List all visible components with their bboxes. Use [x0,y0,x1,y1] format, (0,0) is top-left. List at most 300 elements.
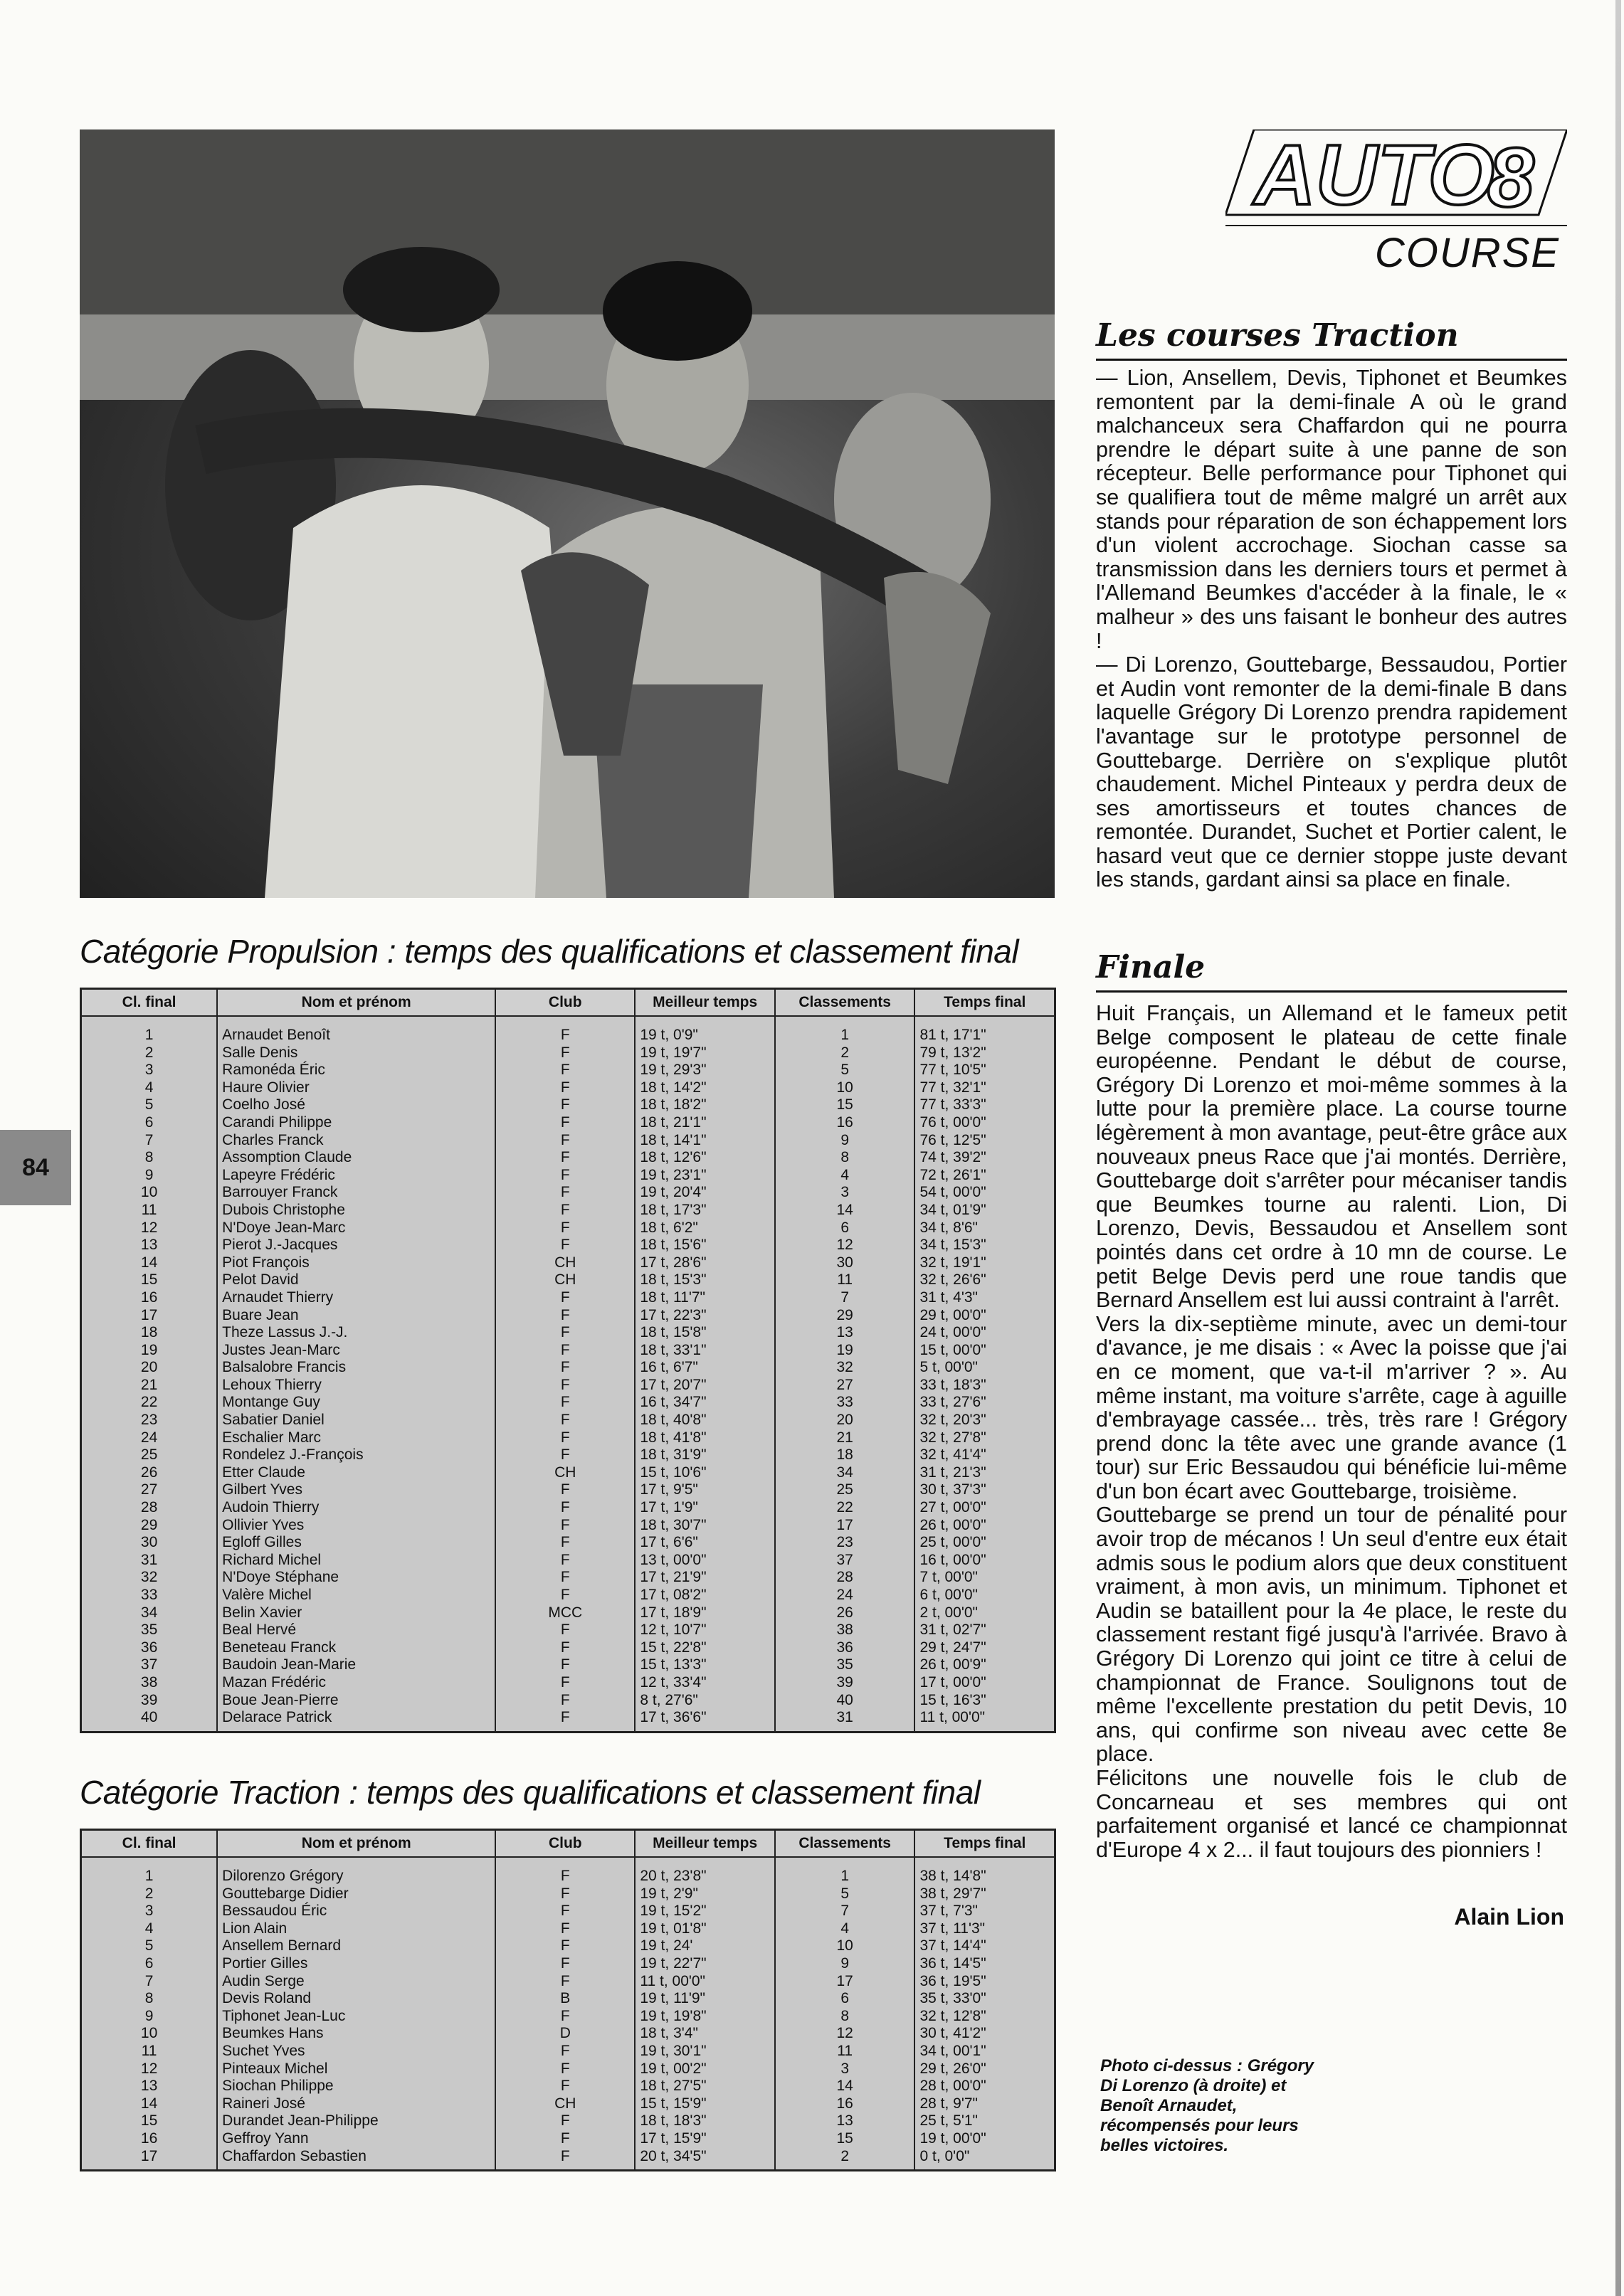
name-cell: Salle Denis [217,1044,495,1062]
best-time-cell: 17 t, 21'9" [635,1569,774,1587]
club-cell: F [495,1674,635,1692]
ranking-cell: 5 [775,1885,915,1903]
table-row [81,1184,1055,1202]
name-cell: Pinteaux Michel [217,2060,495,2078]
ranking-cell: 7 [775,1289,915,1307]
best-time-cell: 17 t, 15'9" [635,2130,774,2148]
table-row [81,1220,1055,1237]
name-cell: Suchet Yves [217,2043,495,2060]
final-time-cell: 35 t, 33'0" [914,1990,1055,2008]
best-time-cell: 18 t, 27'5" [635,2078,774,2095]
ranking-cell: 39 [775,1674,915,1692]
col-header-club: Club [495,1830,635,1858]
best-time-cell: 11 t, 00'0" [635,1973,774,1991]
rank-cell: 23 [81,1412,218,1429]
rank-cell: 30 [81,1534,218,1552]
name-cell: Gouttebarge Didier [217,1885,495,1903]
club-cell: MCC [495,1604,635,1622]
best-time-cell: 18 t, 17'3" [635,1202,774,1220]
final-time-cell: 19 t, 00'0" [914,2130,1055,2148]
rank-cell: 27 [81,1481,218,1499]
paragraph: Gouttebarge se prend un tour de pénalité pour avoir trop de mécanos ! Un seul d'entre eux était admis sous le podium alors que deux constituent vraiment, à mon avis, un minimum. Tiphonet et Audin se bataillent pour la 4e place, le reste du classement restant figé jusqu'à l'arrivée. Bravo à Grégory Di Lorenzo qui joint ce titre à celui de championnat de France. Soulignons tout de même l'excellente prestation du petit Devis, 10 ans, qui confirme son niveau avec cette 8e place. [1096,1503,1567,1767]
best-time-cell: 18 t, 18'3" [635,2112,774,2130]
name-cell: Portier Gilles [217,1955,495,1973]
ranking-cell: 15 [775,1096,915,1114]
name-cell: Sabatier Daniel [217,1412,495,1429]
final-time-cell: 32 t, 27'8" [914,1429,1055,1447]
ranking-cell: 28 [775,1569,915,1587]
club-cell: F [495,1937,635,1955]
table-row [81,1973,1055,1991]
final-time-cell: 31 t, 21'3" [914,1464,1055,1482]
club-cell: F [495,1377,635,1395]
club-cell: F [495,1973,635,1991]
ranking-cell: 4 [775,1167,915,1185]
final-time-cell: 32 t, 41'4" [914,1446,1055,1464]
table-row [81,1622,1055,1639]
col-header-name: Nom et prénom [217,989,495,1017]
spacer-cell [635,1857,774,1868]
table-row [81,1359,1055,1377]
ranking-cell: 15 [775,2130,915,2148]
ranking-cell: 14 [775,2078,915,2095]
final-time-cell: 0 t, 0'0" [914,2148,1055,2171]
name-cell: Theze Lassus J.-J. [217,1324,495,1342]
photo-caption: Photo ci-dessus : Grégory Di Lorenzo (à droite) et Benoît Arnaudet, récompensés pour leurs belles victoires. [1100,2056,1314,2155]
best-time-cell: 12 t, 33'4" [635,1674,774,1692]
table-row [81,1079,1055,1097]
final-time-cell: 72 t, 26'1" [914,1167,1055,1185]
table-row [81,2043,1055,2060]
ranking-cell: 10 [775,1079,915,1097]
table-row [81,1639,1055,1657]
table-row [81,1446,1055,1464]
name-cell: Lion Alain [217,1920,495,1938]
rank-cell: 21 [81,1377,218,1395]
ranking-cell: 21 [775,1429,915,1447]
table-row [81,1868,1055,1885]
rank-cell: 10 [81,1184,218,1202]
final-time-cell: 77 t, 10'5" [914,1062,1055,1079]
rank-cell: 17 [81,1307,218,1325]
table-row [81,2078,1055,2095]
best-time-cell: 12 t, 10'7" [635,1622,774,1639]
table-row [81,1517,1055,1535]
club-cell: F [495,1237,635,1254]
final-time-cell: 11 t, 00'0" [914,1709,1055,1732]
final-time-cell: 27 t, 00'0" [914,1499,1055,1517]
ranking-cell: 17 [775,1517,915,1535]
final-time-cell: 32 t, 26'6" [914,1271,1055,1289]
name-cell: Assomption Claude [217,1149,495,1167]
table-row [81,1990,1055,2008]
best-time-cell: 17 t, 1'9" [635,1499,774,1517]
final-time-cell: 5 t, 00'0" [914,1359,1055,1377]
ranking-cell: 2 [775,2148,915,2171]
club-cell: F [495,1517,635,1535]
table-row [81,1377,1055,1395]
spacer-cell [775,1016,915,1027]
final-time-cell: 74 t, 39'2" [914,1149,1055,1167]
club-cell: F [495,1220,635,1237]
ranking-cell: 3 [775,1184,915,1202]
club-cell: F [495,1062,635,1079]
rank-cell: 9 [81,2008,218,2026]
rank-cell: 1 [81,1027,218,1044]
name-cell: Balsalobre Francis [217,1359,495,1377]
club-cell: F [495,2130,635,2148]
name-cell: Mazan Frédéric [217,1674,495,1692]
rank-cell: 34 [81,1604,218,1622]
ranking-cell: 13 [775,1324,915,1342]
name-cell: Justes Jean-Marc [217,1342,495,1360]
rank-cell: 3 [81,1062,218,1079]
name-cell: Haure Olivier [217,1079,495,1097]
best-time-cell: 18 t, 41'8" [635,1429,774,1447]
club-cell: F [495,1394,635,1412]
name-cell: N'Doye Jean-Marc [217,1220,495,1237]
best-time-cell: 17 t, 28'6" [635,1254,774,1272]
club-cell: B [495,1990,635,2008]
rank-cell: 8 [81,1149,218,1167]
final-time-cell: 81 t, 17'1" [914,1027,1055,1044]
ranking-cell: 29 [775,1307,915,1325]
name-cell: Arnaudet Thierry [217,1289,495,1307]
table-row [81,1429,1055,1447]
name-cell: Siochan Philippe [217,2078,495,2095]
name-cell: Audin Serge [217,1973,495,1991]
name-cell: Lapeyre Frédéric [217,1167,495,1185]
table-row [81,1027,1055,1044]
club-cell: F [495,1359,635,1377]
table-row [81,1394,1055,1412]
rank-cell: 7 [81,1132,218,1150]
spacer-cell [495,1857,635,1868]
best-time-cell: 19 t, 20'4" [635,1184,774,1202]
final-time-cell: 28 t, 00'0" [914,2078,1055,2095]
table-spacer-row [81,1016,1055,1027]
name-cell: Geffroy Yann [217,2130,495,2148]
col-header-rank: Cl. final [81,1830,218,1858]
col-header-ranking: Classements [775,1830,915,1858]
best-time-cell: 19 t, 19'8" [635,2008,774,2026]
best-time-cell: 19 t, 29'3" [635,1062,774,1079]
name-cell: N'Doye Stéphane [217,1569,495,1587]
name-cell: Pierot J.-Jacques [217,1237,495,1254]
rank-cell: 17 [81,2148,218,2171]
best-time-cell: 18 t, 12'6" [635,1149,774,1167]
final-time-cell: 29 t, 26'0" [914,2060,1055,2078]
rank-cell: 37 [81,1656,218,1674]
table-row [81,1044,1055,1062]
table-row [81,1289,1055,1307]
spacer-cell [495,1016,635,1027]
rank-cell: 22 [81,1394,218,1412]
name-cell: Eschalier Marc [217,1429,495,1447]
rank-cell: 5 [81,1937,218,1955]
final-time-cell: 37 t, 11'3" [914,1920,1055,1938]
page-number: 84 [0,1130,71,1205]
table-row [81,1692,1055,1710]
table-row [81,1885,1055,1903]
name-cell: Egloff Gilles [217,1534,495,1552]
rank-cell: 31 [81,1552,218,1570]
final-time-cell: 16 t, 00'0" [914,1552,1055,1570]
final-time-cell: 37 t, 7'3" [914,1903,1055,1920]
club-cell: F [495,1955,635,1973]
rank-cell: 36 [81,1639,218,1657]
best-time-cell: 18 t, 6'2" [635,1220,774,1237]
name-cell: Valère Michel [217,1587,495,1604]
name-cell: Lehoux Thierry [217,1377,495,1395]
ranking-cell: 6 [775,1220,915,1237]
ranking-cell: 36 [775,1639,915,1657]
final-time-cell: 34 t, 00'1" [914,2043,1055,2060]
club-cell: F [495,1149,635,1167]
ranking-cell: 38 [775,1622,915,1639]
paragraph: Félicitons une nouvelle fois le club de Concarneau et ses membres qui ont parfaitement organisé et lancé ce championnat d'Europe 4 x 2... il faut toujours des pionniers ! [1096,1766,1567,1862]
svg-text:AUTO: AUTO [1254,129,1494,223]
table-row [81,1903,1055,1920]
ranking-cell: 33 [775,1394,915,1412]
best-time-cell: 19 t, 30'1" [635,2043,774,2060]
best-time-cell: 18 t, 18'2" [635,1096,774,1114]
name-cell: Audoin Thierry [217,1499,495,1517]
table-row [81,1656,1055,1674]
best-time-cell: 16 t, 34'7" [635,1394,774,1412]
col-header-ranking: Classements [775,989,915,1017]
best-time-cell: 8 t, 27'6" [635,1692,774,1710]
table-row [81,1499,1055,1517]
table-row [81,1342,1055,1360]
best-time-cell: 17 t, 22'3" [635,1307,774,1325]
rank-cell: 11 [81,2043,218,2060]
rank-cell: 6 [81,1955,218,1973]
club-cell: CH [495,1254,635,1272]
ranking-cell: 7 [775,1903,915,1920]
final-time-cell: 79 t, 13'2" [914,1044,1055,1062]
club-cell: F [495,1920,635,1938]
table-row [81,2112,1055,2130]
rank-cell: 39 [81,1692,218,1710]
best-time-cell: 18 t, 40'8" [635,1412,774,1429]
table-row [81,2008,1055,2026]
table-row [81,1587,1055,1604]
rank-cell: 32 [81,1569,218,1587]
ranking-cell: 24 [775,1587,915,1604]
ranking-cell: 4 [775,1920,915,1938]
rank-cell: 29 [81,1517,218,1535]
final-time-cell: 38 t, 29'7" [914,1885,1055,1903]
page-edge [1615,0,1621,2296]
final-time-cell: 31 t, 02'7" [914,1622,1055,1639]
club-cell: F [495,1412,635,1429]
ranking-cell: 27 [775,1377,915,1395]
club-cell: F [495,1692,635,1710]
final-time-cell: 33 t, 27'6" [914,1394,1055,1412]
col-header-name: Nom et prénom [217,1830,495,1858]
name-cell: Piot François [217,1254,495,1272]
spacer-cell [775,1857,915,1868]
best-time-cell: 17 t, 18'9" [635,1604,774,1622]
table-row [81,1709,1055,1732]
table-row [81,1149,1055,1167]
col-header-best-time: Meilleur temps [635,989,774,1017]
best-time-cell: 17 t, 6'6" [635,1534,774,1552]
traction-table-title: Catégorie Traction : temps des qualifications et classement final [80,1774,981,1811]
spacer-cell [217,1857,495,1868]
table-row [81,2025,1055,2043]
final-time-cell: 36 t, 14'5" [914,1955,1055,1973]
final-time-cell: 28 t, 9'7" [914,2095,1055,2113]
finale-article-text [1096,1002,1567,1862]
ranking-cell: 2 [775,1044,915,1062]
table-row [81,1202,1055,1220]
name-cell: Dilorenzo Grégory [217,1868,495,1885]
club-cell: F [495,2148,635,2171]
ranking-cell: 12 [775,2025,915,2043]
final-time-cell: 26 t, 00'0" [914,1517,1055,1535]
rank-cell: 4 [81,1079,218,1097]
club-cell: F [495,1534,635,1552]
ranking-cell: 13 [775,2112,915,2130]
name-cell: Ramonéda Éric [217,1062,495,1079]
best-time-cell: 16 t, 6'7" [635,1359,774,1377]
name-cell: Raineri José [217,2095,495,2113]
club-cell: F [495,1132,635,1150]
club-cell: CH [495,1464,635,1482]
ranking-cell: 9 [775,1955,915,1973]
best-time-cell: 18 t, 21'1" [635,1114,774,1132]
table-row [81,1412,1055,1429]
final-time-cell: 24 t, 00'0" [914,1324,1055,1342]
club-cell: F [495,2112,635,2130]
club-cell: F [495,2060,635,2078]
spacer-cell [81,1016,218,1027]
ranking-cell: 26 [775,1604,915,1622]
ranking-cell: 17 [775,1973,915,1991]
ranking-cell: 19 [775,1342,915,1360]
best-time-cell: 18 t, 15'6" [635,1237,774,1254]
rank-cell: 12 [81,1220,218,1237]
best-time-cell: 15 t, 13'3" [635,1656,774,1674]
best-time-cell: 19 t, 15'2" [635,1903,774,1920]
best-time-cell: 19 t, 2'9" [635,1885,774,1903]
best-time-cell: 18 t, 15'3" [635,1271,774,1289]
best-time-cell: 18 t, 14'1" [635,1132,774,1150]
final-time-cell: 77 t, 33'3" [914,1096,1055,1114]
course-label: COURSE [1374,230,1560,276]
final-time-cell: 15 t, 00'0" [914,1342,1055,1360]
ranking-cell: 25 [775,1481,915,1499]
ranking-cell: 30 [775,1254,915,1272]
paragraph: Huit Français, un Allemand et le fameux petit Belge composent le plateau de cette finale européenne. Pendant le début de course, Grégory Di Lorenzo et moi-même sommes à la lutte pour la première place. La course tourne légèrement à mon avantage, peut-être grâce aux nouveaux pneus Race que j'ai montés. Derrière, Gouttebarge doit s'arrêter pour mécaniser tandis que Beumkes tourne au ralenti. Lion, Di Lorenzo, Devis, Bessaudou et Ansellem sont pointés dans cet ordre à 10 mn de course. Le petit Belge Devis perd une roue tandis que Bernard Ansellem est lui aussi contraint à l'arrêt. [1096,1001,1567,1313]
club-cell: F [495,1289,635,1307]
club-cell: F [495,1656,635,1674]
rank-cell: 16 [81,2130,218,2148]
final-time-cell: 25 t, 5'1" [914,2112,1055,2130]
rank-cell: 9 [81,1167,218,1185]
name-cell: Belin Xavier [217,1604,495,1622]
final-time-cell: 36 t, 19'5" [914,1973,1055,1991]
col-header-club: Club [495,989,635,1017]
table-row [81,1955,1055,1973]
club-cell: F [495,1184,635,1202]
table-header-row [81,1830,1055,1858]
spacer-cell [81,1857,218,1868]
best-time-cell: 19 t, 19'7" [635,1044,774,1062]
best-time-cell: 20 t, 34'5" [635,2148,774,2171]
name-cell: Etter Claude [217,1464,495,1482]
best-time-cell: 17 t, 9'5" [635,1481,774,1499]
best-time-cell: 15 t, 15'9" [635,2095,774,2113]
club-cell: F [495,1044,635,1062]
podium-photo [80,129,1055,898]
club-cell: F [495,1885,635,1903]
ranking-cell: 18 [775,1446,915,1464]
final-time-cell: 29 t, 24'7" [914,1639,1055,1657]
best-time-cell: 19 t, 00'2" [635,2060,774,2078]
rank-cell: 20 [81,1359,218,1377]
rank-cell: 15 [81,2112,218,2130]
table-row [81,1937,1055,1955]
table-row [81,2060,1055,2078]
name-cell: Baudoin Jean-Marie [217,1656,495,1674]
name-cell: Bessaudou Éric [217,1903,495,1920]
table-row [81,1481,1055,1499]
final-time-cell: 31 t, 4'3" [914,1289,1055,1307]
club-cell: F [495,1868,635,1885]
best-time-cell: 17 t, 36'6" [635,1709,774,1732]
rank-cell: 28 [81,1499,218,1517]
ranking-cell: 5 [775,1062,915,1079]
club-cell: F [495,1903,635,1920]
table-row [81,1552,1055,1570]
rank-cell: 35 [81,1622,218,1639]
table-row [81,1307,1055,1325]
best-time-cell: 18 t, 14'2" [635,1079,774,1097]
club-cell: F [495,1709,635,1732]
rank-cell: 33 [81,1587,218,1604]
ranking-cell: 8 [775,1149,915,1167]
final-time-cell: 38 t, 14'8" [914,1868,1055,1885]
ranking-cell: 22 [775,1499,915,1517]
club-cell: F [495,1202,635,1220]
paragraph: — Di Lorenzo, Gouttebarge, Bessaudou, Portier et Audin vont remonter de la demi-finale B dans laquelle Grégory Di Lorenzo prendra rapidement l'avantage sur le prototype personnel de Gouttebarge. Derrière on s'explique plutôt chaudement. Michel Pinteaux y perdra deux de ses amortisseurs et toutes chances de remontée. Durandet, Suchet et Portier calent, le hasard veut que ce dernier stoppe juste devant les stands, gardant ainsi sa place en finale. [1096,652,1567,892]
spacer-cell [635,1016,774,1027]
club-cell: F [495,2043,635,2060]
rank-cell: 4 [81,1920,218,1938]
best-time-cell: 15 t, 22'8" [635,1639,774,1657]
ranking-cell: 37 [775,1552,915,1570]
table-row [81,1324,1055,1342]
club-cell: F [495,1569,635,1587]
table-row [81,1237,1055,1254]
table-row [81,1096,1055,1114]
name-cell: Montange Guy [217,1394,495,1412]
name-cell: Richard Michel [217,1552,495,1570]
final-time-cell: 25 t, 00'0" [914,1534,1055,1552]
club-cell: F [495,1446,635,1464]
final-time-cell: 76 t, 12'5" [914,1132,1055,1150]
name-cell: Ansellem Bernard [217,1937,495,1955]
col-header-final-time: Temps final [914,989,1055,1017]
traction-article-text [1096,366,1567,892]
name-cell: Gilbert Yves [217,1481,495,1499]
club-cell: F [495,1307,635,1325]
paragraph: Vers la dix-septième minute, avec un demi-tour d'avance, je me disais : « Avec la poisse que j'ai en ce moment, que va-t-il m'arriver ? ». Au même instant, ma voiture s'arrête, cage à aguille d'embrayage cassée... très, très rare ! Grégory prend donc la tête avec une grande avance (1 tour) sur Eric Bessaudou qui bénéficie lui-même d'un bon écart avec Gouttebarge, troisième. [1096,1311,1567,1503]
name-cell: Ollivier Yves [217,1517,495,1535]
